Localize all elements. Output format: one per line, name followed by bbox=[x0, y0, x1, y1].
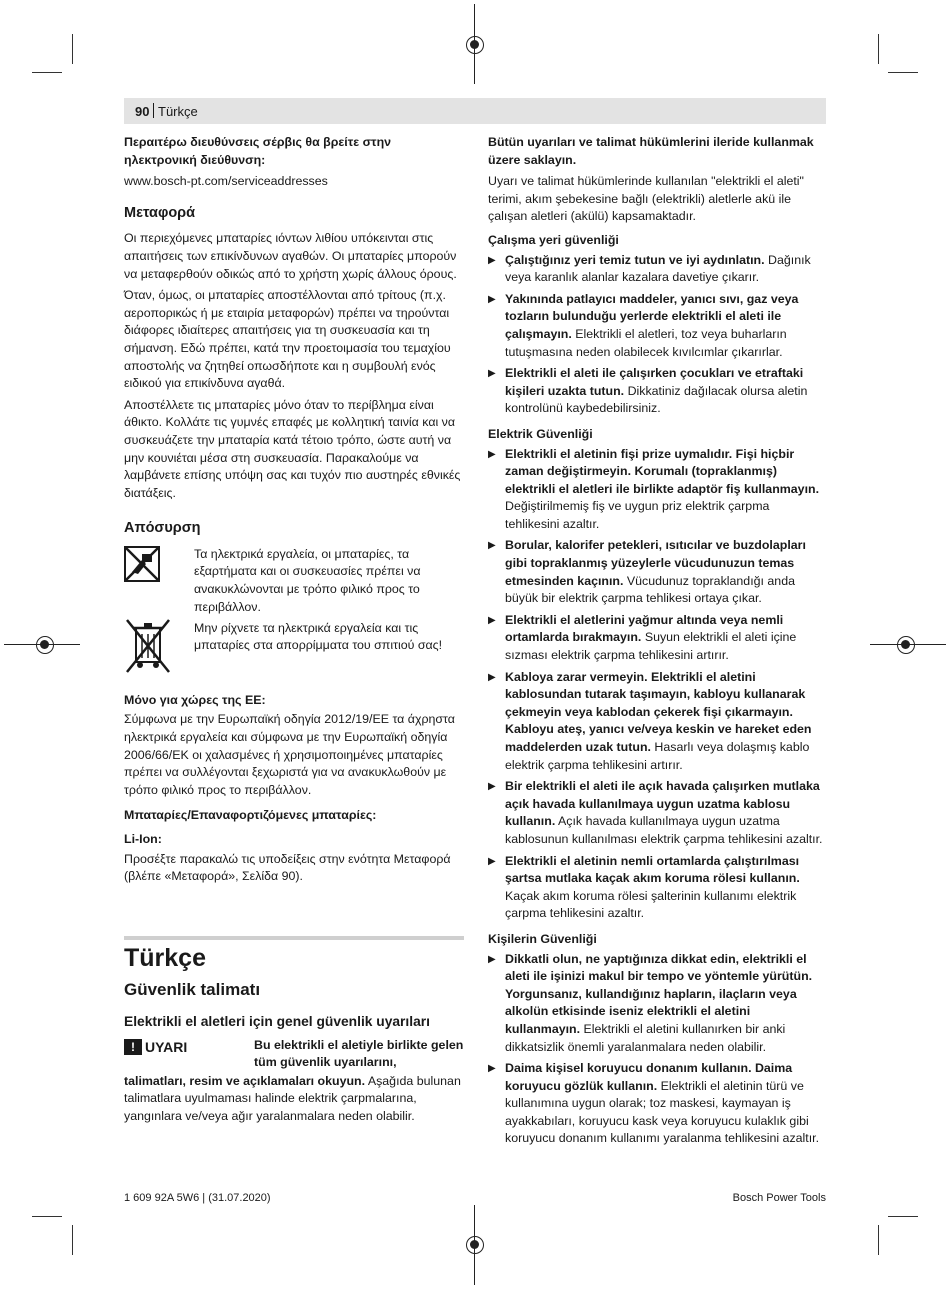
bullet-arrow-icon: ▶ bbox=[488, 448, 496, 460]
disposal-block bbox=[124, 546, 464, 686]
personal-safety-title: Kişilerin Güvenliği bbox=[488, 931, 597, 946]
item-text: Elektrikli el aletini kullanırken bir anki dikkatsizlik önemli yaralanmalara neden olabilir. bbox=[505, 1021, 786, 1054]
transport-paragraph: Αποστέλλετε τις μπαταρίες μόνο όταν το περίβλημα είναι άθικτο. Κολλάτε τις γυμνές επαφές με κολλητική ταινία και να συσκευάζετε την μπαταρία κατά τέτοιο τρόπο, ώστε αυτή να μην κουνιέται μέσα στη συσκευασία. Παρακαλούμε να λαμβάνετε επίσης υπόψη σας και τυχόν πιο αυστηρές εθνικές διατάξεις. bbox=[124, 397, 461, 500]
item-text: Suyun elektrikli el aleti içine sızması elektrik çarpma tehlikesini artırır. bbox=[505, 630, 797, 663]
liion-label: Li-Ion: bbox=[124, 832, 162, 847]
item-bold: Dikkatli olun, ne yaptığınıza dikkat edin, elektrikli el aleti ile işinizi makul bir tempo ve yöntemle yürütün. Yorgunsanız, kullandığınız hapların, ilaçların veya alkolün etkisinde iseniz elektrikli el aletini kullanmayın. bbox=[505, 951, 813, 1036]
warning-text bbox=[124, 1073, 464, 1126]
warning-side-text: Bu elektrikli el aletiyle birlikte gelen tüm güvenlik uyarılarını, bbox=[254, 1037, 464, 1070]
bullet-arrow-icon: ▶ bbox=[488, 855, 496, 867]
bullet-arrow-icon: ▶ bbox=[488, 1063, 496, 1075]
item-bold: Yakınında patlayıcı maddeler, yanıcı sıvı, gaz veya tozların bulunduğu yerlerde elektrikli el aleti ile çalışmayın. bbox=[505, 291, 799, 341]
item-text: Dikkatiniz dağılacak olursa aletin kontrolünü kaybedebilirsiniz. bbox=[505, 383, 808, 416]
crop-mark bbox=[878, 34, 879, 64]
registration-mark-icon bbox=[36, 636, 54, 654]
keep-text: Uyarı ve talimat hükümlerinde kullanılan "elektrikli el aleti" terimi, akım şebekesine bağlı (elektrikli) aletlerle akü ile çalışan aletleri (akülü) kapsamaktadır. bbox=[488, 174, 804, 224]
keep-instructions: Bütün uyarıları ve talimat hükümlerini ileride kullanmak üzere saklayın. bbox=[488, 135, 814, 167]
crop-mark bbox=[72, 34, 73, 64]
item-text: Hasarlı veya dolaşmış kablo elektrik çarpma tehlikesini artırır. bbox=[505, 740, 810, 772]
transport-paragraph: Οι περιεχόμενες μπαταρίες ιόντων λιθίου υπόκεινται στις απαιτήσεις των επικίνδυνων αγαθών. Οι μπαταρίες μπορούν να μεταφερθούν οδικώς από το χρήστη χωρίς άλλους όρους. bbox=[124, 231, 457, 281]
crop-mark bbox=[72, 1225, 73, 1255]
footer-doc-number: 1 609 92A 5W6 | (31.07.2020) bbox=[124, 1192, 271, 1204]
item-bold: Çalıştığınız yeri temiz tutun ve iyi aydınlatın. bbox=[505, 252, 765, 267]
crop-mark bbox=[888, 72, 918, 73]
general-warnings-title: Elektrikli el aletleri için genel güvenlik uyarıları bbox=[124, 1014, 430, 1029]
right-column bbox=[488, 134, 826, 1152]
left-column bbox=[124, 134, 464, 1129]
item-text: Kaçak akım koruma rölesi şalterinin kullanımı elektrik çarpma tehlikesini azaltır. bbox=[505, 888, 797, 921]
item-bold: Elektrikli el aletinin nemli ortamlarda çalıştırılması şartsa mutlaka kaçak akım koruma rölesi kullanın. bbox=[505, 853, 800, 886]
registration-mark-icon bbox=[466, 36, 484, 54]
footer-brand: Bosch Power Tools bbox=[732, 1192, 826, 1204]
bullet-arrow-icon: ▶ bbox=[488, 953, 496, 965]
warning-label bbox=[124, 1039, 187, 1057]
header-separator bbox=[153, 103, 154, 118]
disposal-title: Απόσυρση bbox=[124, 520, 201, 537]
item-text: Açık havada kullanılmaya uygun uzatma kablosunun kullanılması elektrik çarpma tehlikesini azaltır. bbox=[505, 814, 823, 846]
safety-title: Güvenlik talimatı bbox=[124, 980, 261, 1000]
bullet-arrow-icon: ▶ bbox=[488, 368, 496, 380]
item-text: Elektrikli el aletinin türü ve kullanımına uygun olarak; toz maskesi, kaymayan iş ayakkabıları, koruyucu kask veya koruyucu kulaklık gibi koruyucu donanım kullanımı yaralanma tehlikesini azaltır. bbox=[505, 1078, 820, 1146]
bullet-arrow-icon: ▶ bbox=[488, 540, 496, 552]
list-item bbox=[488, 365, 826, 418]
item-bold: Elektrikli el aletlerini yağmur altında veya nemli ortamlarda bırakmayın. bbox=[505, 612, 784, 645]
item-bold: Bir elektrikli el aleti ile açık havada çalışırken mutlaka açık havada kullanılmaya uygun uzatma kablosu kullanın. bbox=[505, 779, 820, 829]
page-header bbox=[124, 98, 826, 124]
item-bold: Elektrikli el aleti ile çalışırken çocukları ve etraftaki kişileri uzakta tutun. bbox=[505, 366, 804, 398]
list-item bbox=[488, 291, 826, 361]
crop-mark bbox=[878, 1225, 879, 1255]
item-text: Dağınık veya karanlık alanlar kazalara davetiye çıkarır. bbox=[505, 252, 811, 285]
section-rule bbox=[124, 936, 464, 940]
service-heading: Περαιτέρω διευθύνσεις σέρβις θα βρείτε στην ηλεκτρονική διεύθυνση: bbox=[124, 135, 392, 167]
work-area-title: Çalışma yeri güvenliği bbox=[488, 232, 619, 247]
list-item bbox=[488, 1060, 826, 1148]
bullet-arrow-icon: ▶ bbox=[488, 293, 496, 305]
transport-title: Μεταφορά bbox=[124, 204, 196, 221]
item-bold: Borular, kalorifer petekleri, ısıtıcılar ve buzdolapları gibi topraklanmış yüzeylerle vücudunuzun temas etmesinden kaçının. bbox=[505, 538, 806, 588]
item-bold: Daima kişisel koruyucu donanım kullanın. Daima koruyucu gözlük kullanın. bbox=[505, 1061, 793, 1093]
warning-bold: talimatları, resim ve açıklamaları okuyun. bbox=[124, 1073, 366, 1088]
bullet-arrow-icon: ▶ bbox=[488, 671, 496, 683]
disposal-text: Τα ηλεκτρικά εργαλεία, οι μπαταρίες, τα εξαρτήματα και οι συσκευασίες πρέπει να ανακυκλώνονται με τρόπο φιλικό προς το περιβάλλον. bbox=[194, 546, 421, 614]
battery-title: Μπαταρίες/Επαναφορτιζόμενες μπαταρίες: bbox=[124, 808, 377, 823]
list-item bbox=[488, 853, 826, 923]
liion-text: Προσέξτε παρακαλώ τις υποδείξεις στην ενότητα Μεταφορά (βλέπε «Μεταφορά», Σελίδα 90). bbox=[124, 851, 451, 884]
list-item bbox=[488, 951, 826, 1057]
tool-recycle-icon bbox=[124, 546, 160, 588]
warning-rest: Aşağıda bulunan talimatlara uyulmaması halinde elektrik çarpmalarına, yangınlara ve/veya ağır yaralanmalara neden olabilir. bbox=[124, 1073, 461, 1123]
list-item bbox=[488, 612, 826, 665]
item-bold: Elektrikli el aletinin fişi prize uymalıdır. Fişi hiçbir zaman değiştirmeyin. Korumalı (topraklanmış) elektrikli el aletleri ile birlikte adaptör fiş kullanmayın. bbox=[505, 446, 820, 496]
registration-mark-icon bbox=[466, 1236, 484, 1254]
transport-paragraph: Όταν, όμως, οι μπαταρίες αποστέλλονται από τρίτους (π.χ. αεροπορικώς ή με εταιρία μεταφορών) πρέπει να τηρούνται διάφορες ιδιαίτερες απαιτήσεις για τη συσκευασία και τη σήμανση. Εδώ πρέπει, κατά την προετοιμασία του τεμαχίου αποστολής να ζητηθεί οπωσδήποτε και η συμβουλή ενός ειδικού για επικίνδυνα αγαθά. bbox=[124, 288, 451, 391]
crop-mark bbox=[888, 1216, 918, 1217]
list-item bbox=[488, 252, 826, 287]
item-text: Elektrikli el aletleri, toz veya buharların tutuşmasına neden olabilecek kıvılcımlar çıkarırlar. bbox=[505, 326, 787, 359]
electrical-title: Elektrik Güvenliği bbox=[488, 426, 593, 441]
bullet-arrow-icon: ▶ bbox=[488, 614, 496, 626]
list-item bbox=[488, 778, 826, 848]
crop-mark bbox=[32, 72, 62, 73]
bullet-arrow-icon: ▶ bbox=[488, 781, 496, 793]
warning-triangle-icon: ! bbox=[124, 1039, 142, 1055]
service-url: www.bosch-pt.com/serviceaddresses bbox=[124, 174, 328, 189]
crop-mark bbox=[32, 1216, 62, 1217]
crossed-bin-icon bbox=[124, 618, 172, 680]
disposal-text: Μην ρίχνετε τα ηλεκτρικά εργαλεία και τις μπαταρίες στα απορρίμματα του σπιτιού σας! bbox=[194, 620, 443, 653]
item-text: Değiştirilmemiş fiş ve uygun priz elektrik çarpma tehlikesini azaltır. bbox=[505, 499, 770, 531]
list-item bbox=[488, 537, 826, 607]
item-bold: Kabloya zarar vermeyin. Elektrikli el aletini kablosundan tutarak taşımayın, kabloyu kullanarak çekmeyin veya kablodan çekerek fişi çıkarmayın. Kabloyu ateş, yanıcı ve/veya keskin ve hareket eden maddelerden uzak tutun. bbox=[505, 669, 812, 754]
list-item bbox=[488, 669, 826, 775]
list-item bbox=[488, 446, 826, 534]
page-number: 90 bbox=[135, 104, 150, 119]
eu-title: Μόνο για χώρες της ΕΕ: bbox=[124, 692, 266, 707]
warning-label-text: UYARI bbox=[145, 1038, 188, 1055]
eu-text: Σύμφωνα με την Ευρωπαϊκή οδηγία 2012/19/ΕΕ τα άχρηστα ηλεκτρικά εργαλεία και σύμφωνα με την Ευρωπαϊκή οδηγία 2006/66/ΕΚ οι χαλασμένες ή χρησιμοποιημένες μπαταρίες πρέπει να συλλέγονται ξεχωριστά για να ανακυκλωθούν με τρόπο φιλικό προς το περιβάλλον. bbox=[124, 712, 455, 797]
section-title: Türkçe bbox=[124, 943, 206, 972]
warning-row bbox=[124, 1037, 464, 1073]
header-language: Türkçe bbox=[158, 104, 198, 119]
registration-mark-icon bbox=[897, 636, 915, 654]
bullet-arrow-icon: ▶ bbox=[488, 254, 496, 266]
item-text: Vücudunuz topraklandığı anda büyük bir elektrik çarpma tehlikesi ortaya çıkar. bbox=[505, 573, 795, 606]
